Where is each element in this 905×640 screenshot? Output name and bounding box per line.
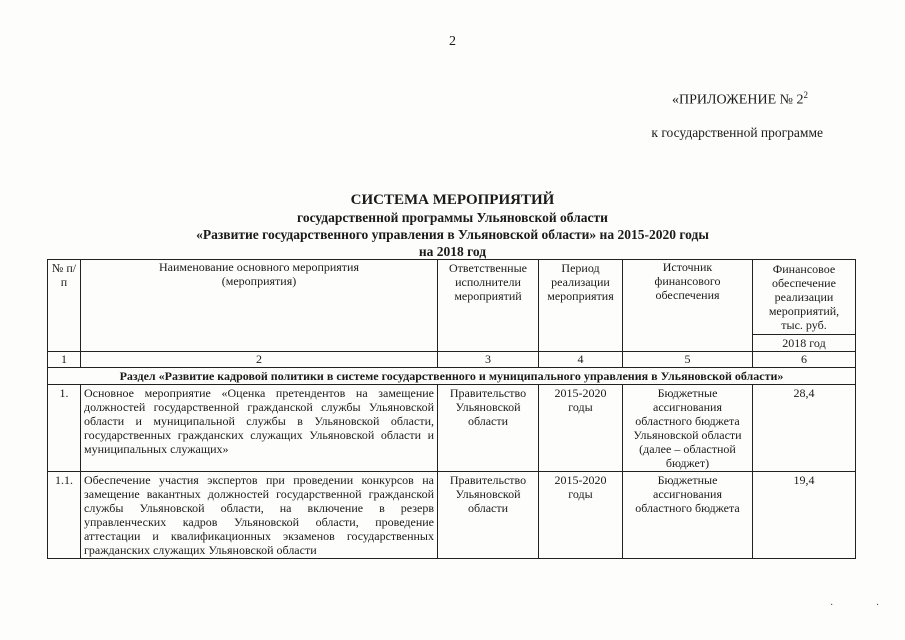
appendix-title — [672, 90, 808, 109]
table-row — [48, 385, 856, 472]
row-name: Обеспечение участия экспертов при проведении конкурсов на замещение вакантных должностей государственной гражданской службы Ульяновской области, на включение в резерв управленческих кадров Ульяновской области, проведение аттестации и квалификационных экзаменов государственных гражданских служащих Ульяновской области — [81, 472, 438, 559]
column-number: 6 — [753, 352, 856, 368]
section-row — [48, 368, 856, 385]
column-number: 2 — [81, 352, 438, 368]
column-number: 1 — [48, 352, 81, 368]
row-source: Бюджетные ассигнования областного бюджета Ульяновской области (далее – областной бюджет) — [623, 385, 753, 472]
header-period: Период реализации мероприятия — [539, 260, 623, 352]
header-executors: Ответственные исполнители мероприятий — [438, 260, 539, 352]
document-heading — [0, 192, 905, 260]
header-year: 2018 год — [753, 335, 856, 352]
row-source: Бюджетные ассигнования областного бюджета — [623, 472, 753, 559]
column-number-row — [48, 352, 856, 368]
page-number: 2 — [449, 34, 456, 49]
column-number: 4 — [539, 352, 623, 368]
header-source: Источник финансового обеспечения — [623, 260, 753, 352]
row-executor: Правительство Ульяновской области — [438, 385, 539, 472]
row-executor: Правительство Ульяновской области — [438, 472, 539, 559]
section-title: Раздел «Развитие кадровой политики в системе государственного и муниципального управления в Ульяновской области» — [48, 368, 856, 385]
header-name: Наименование основного мероприятия (мероприятия) — [81, 260, 438, 352]
table-header-row — [48, 260, 856, 335]
appendix-subtitle: к государственной программе — [651, 125, 823, 140]
heading-line-4: на 2018 год — [418, 244, 487, 259]
row-name: Основное мероприятие «Оценка претендентов на замещение должностей государственной гражданской службы Ульяновской области и муниципальной службы в Ульяновской области, государственных гражданских служащих Ульяновской области и муниципальных служащих» — [81, 385, 438, 472]
activities-table — [47, 259, 856, 559]
appendix-superscript: 2 — [803, 90, 808, 100]
header-financing: Финансовое обеспечение реализации мероприятий, тыс. руб. — [753, 260, 856, 335]
table-row — [48, 472, 856, 559]
row-num: 1.1. — [48, 472, 81, 559]
heading-line-2: государственной программы Ульяновской области — [297, 210, 608, 225]
row-period: 2015-2020 годы — [539, 472, 623, 559]
row-period: 2015-2020 годы — [539, 385, 623, 472]
appendix-title-text: «ПРИЛОЖЕНИЕ № 2 — [672, 92, 804, 108]
heading-line-3: «Развитие государственного управления в Ульяновской области» на 2015-2020 годы — [196, 227, 709, 242]
column-number: 5 — [623, 352, 753, 368]
row-num: 1. — [48, 385, 81, 472]
row-amount: 28,4 — [753, 385, 856, 472]
row-amount: 19,4 — [753, 472, 856, 559]
heading-line-1: СИСТЕМА МЕРОПРИЯТИЙ — [350, 192, 555, 208]
header-num: № п/п — [48, 260, 81, 352]
scan-artifact-dots: · · — [830, 600, 900, 611]
column-number: 3 — [438, 352, 539, 368]
